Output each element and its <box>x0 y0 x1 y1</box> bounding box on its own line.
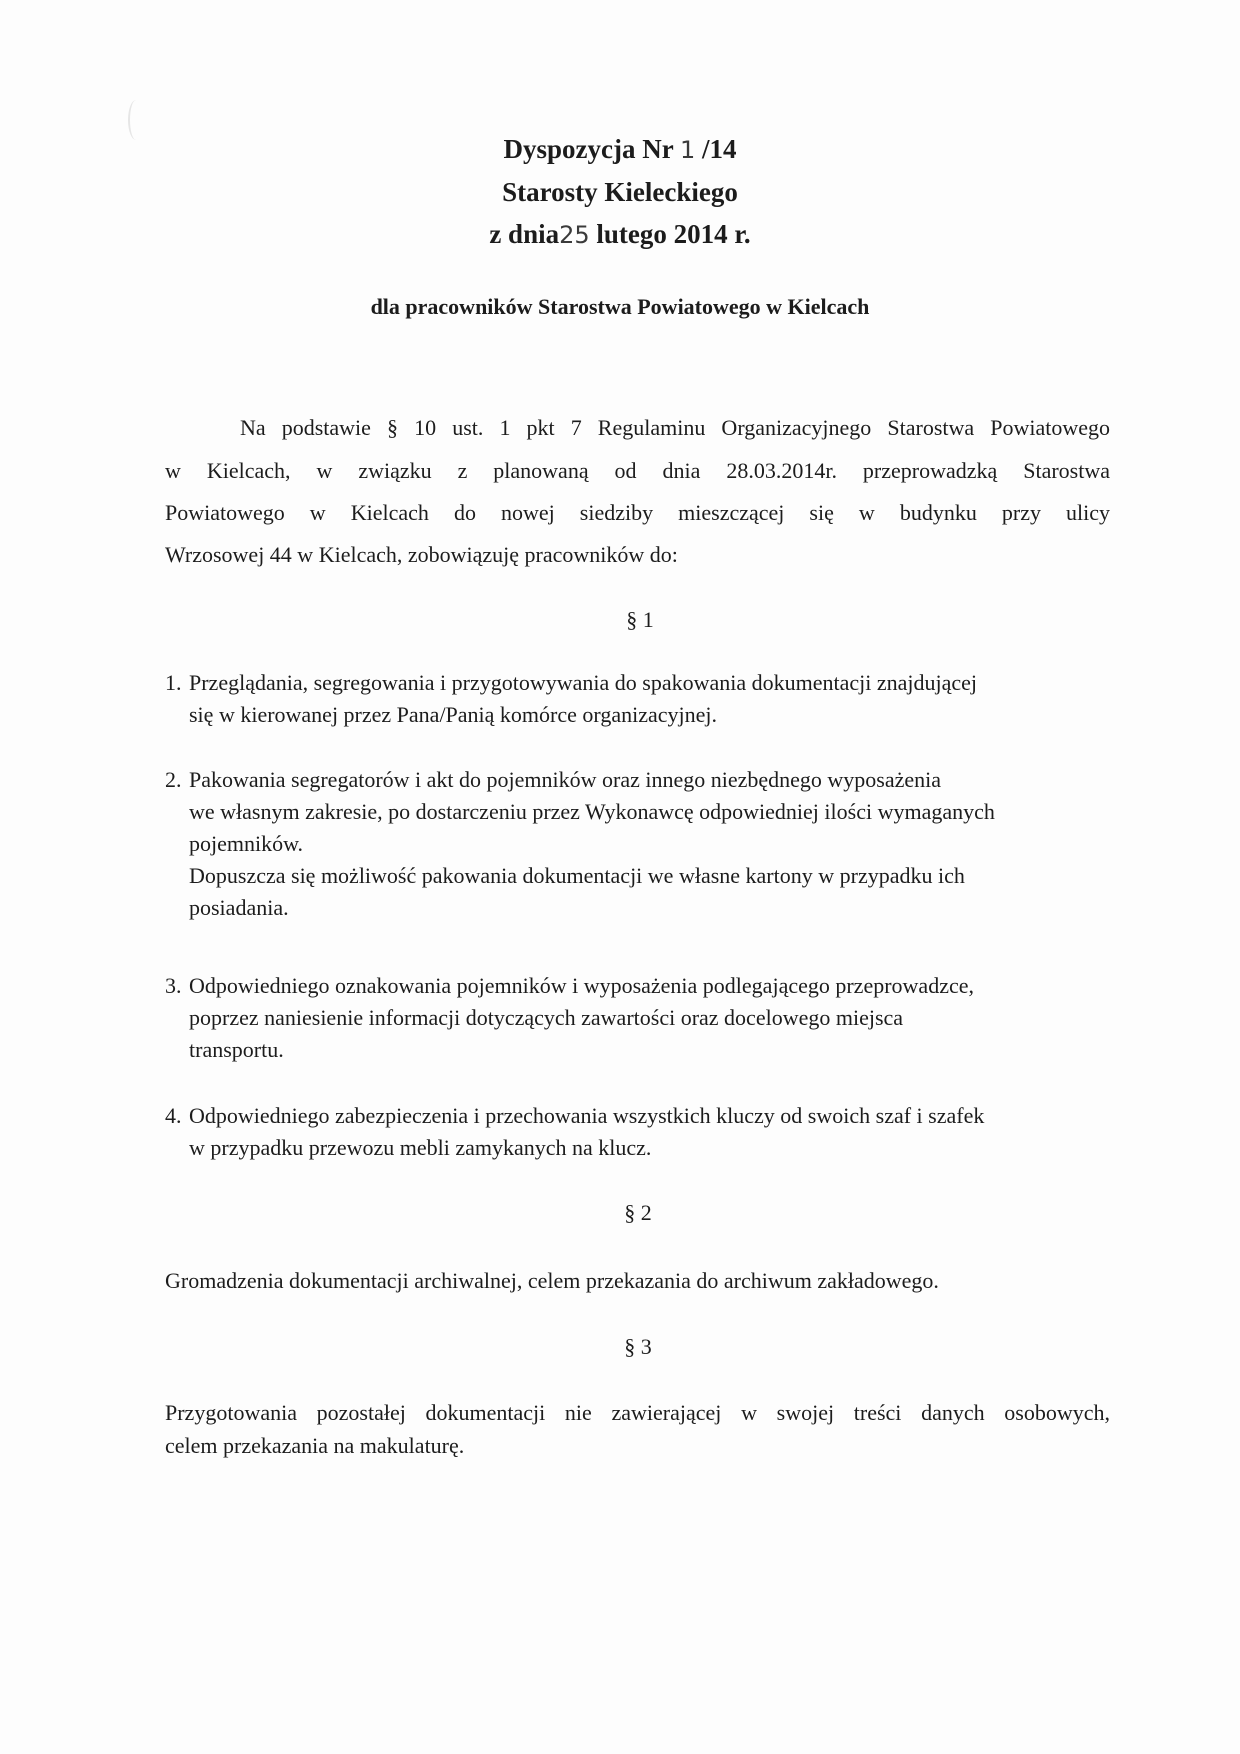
handwritten-number: 1 <box>679 136 696 164</box>
section-2-text: Gromadzenia dokumentacji archiwalnej, celem przekazania do archiwum zakładowego. <box>165 1268 939 1293</box>
list-item-text: Odpowiedniego oznakowania pojemników i wyposażenia podlegającego przeprowadzce, poprzez naniesienie informacji dotyczących zawartości oraz docelowego miejsca transportu. <box>189 973 974 1062</box>
issuer-line: Starosty Kieleckiego <box>502 177 738 207</box>
list-item-text: Przeglądania, segregowania i przygotowywania do spakowania dokumentacji znajdującej się w kierowanej przez Pana/Panią komórce organizacyjnej. <box>189 670 978 727</box>
list-item-number: 2. <box>165 767 182 792</box>
handwritten-day: 25 <box>559 221 590 249</box>
title-prefix: Dyspozycja Nr <box>503 134 674 164</box>
intro-line-2: w Kielcach, w związku z planowaną od dnia 28.03.2014r. przeprowadzką Starostwa <box>165 458 1110 483</box>
document-subtitle: dla pracowników Starostwa Powiatowego w Kielcach <box>370 294 870 319</box>
title-suffix: /14 <box>702 134 737 164</box>
list-item-number: 1. <box>165 670 182 695</box>
section-1-mark: § 1 <box>626 607 654 632</box>
section-3-line-1: Przygotowania pozostałej dokumentacji nie zawierającej w swojej treści danych osobowych, <box>165 1400 1110 1425</box>
intro-line-4: Wrzosowej 44 w Kielcach, zobowiązuję pracowników do: <box>165 542 678 567</box>
scan-artifact <box>128 100 144 140</box>
section-3-line-2: celem przekazania na makulaturę. <box>165 1433 465 1458</box>
intro-line-1: Na podstawie § 10 ust. 1 pkt 7 Regulaminu Organizacyjnego Starostwa Powiatowego <box>240 415 1110 440</box>
title-line <box>0 136 1240 163</box>
date-suffix: lutego 2014 r. <box>596 219 751 249</box>
intro-line-3: Powiatowego w Kielcach do nowej siedziby mieszczącej się w budynku przy ulicy <box>165 500 1110 525</box>
date-prefix: z dnia <box>489 219 560 249</box>
list-item-number: 3. <box>165 973 182 998</box>
list-item-number: 4. <box>165 1103 182 1128</box>
section-2-mark: § 2 <box>624 1200 652 1225</box>
date-line <box>0 221 1240 248</box>
section-3-mark: § 3 <box>624 1334 652 1359</box>
list-item-text: Pakowania segregatorów i akt do pojemników oraz innego niezbędnego wyposażenia we własnym zakresie, po dostarczeniu przez Wykonawcę odpowiedniej ilości wymaganych pojemników. Dopuszcza się możliwość pakowania dokumentacji we własne kartony w przypadku ich posiadania. <box>189 767 995 920</box>
list-item-text: Odpowiedniego zabezpieczenia i przechowania wszystkich kluczy od swoich szaf i szafek w przypadku przewozu mebli zamykanych na klucz. <box>189 1103 985 1160</box>
